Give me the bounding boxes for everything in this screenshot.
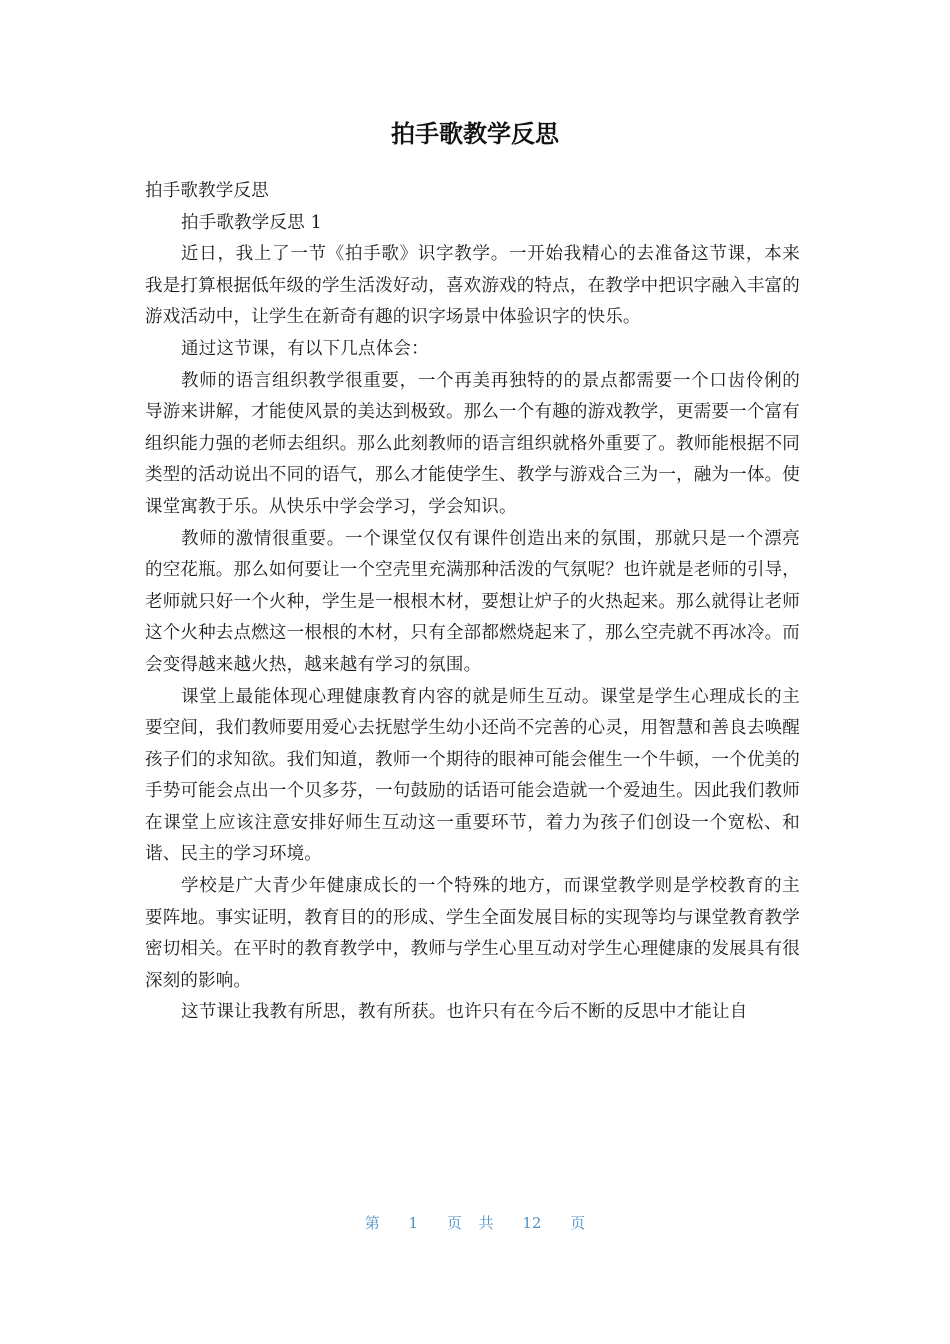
- document-body: [145, 176, 800, 1029]
- paragraph: 通过这节课，有以下几点体会：: [181, 338, 429, 359]
- paragraph: 教师的激情很重要。一个课堂仅仅有课件创造出来的氛围，那就只是一个漂亮的空花瓶。那么如何要让一个空壳里充满那种活泼的气氛呢？也许就是老师的引导，老师就只好一个火种，学生是一根根木材，要想让炉子的火热起来。那么就得让老师这个火种去点燃这一根根的木材，只有全部都燃烧起来了，那么空壳就不再冰冷。而会变得越来越火热，越来越有学习的氛围。: [145, 528, 800, 675]
- document-subtitle: 拍手歌教学反思: [145, 181, 269, 201]
- page-footer: [0, 1211, 950, 1235]
- document-title: 拍手歌教学反思: [391, 120, 559, 148]
- paragraph: 这节课让我教有所思，教有所获。也许只有在今后不断的反思中才能让自: [181, 1002, 748, 1023]
- page-label-suffix: 页: [570, 1214, 586, 1232]
- paragraph: 近日，我上了一节《拍手歌》识字教学。一开始我精心的去准备这节课，本来我是打算根据低年级的学生活泼好动，喜欢游戏的特点，在教学中把识字融入丰富的游戏活动中，让学生在新奇有趣的识字场景中体验识字的快乐。: [145, 244, 800, 328]
- page-label-mid: 页 共: [446, 1214, 494, 1232]
- current-page-number: 1: [408, 1214, 419, 1232]
- paragraph: 教师的语言组织教学很重要，一个再美再独特的的景点都需要一个口齿伶俐的导游来讲解，才能使风景的美达到极致。那么一个有趣的游戏教学，更需要一个富有组织能力强的老师去组织。那么此刻教师的语言组织就格外重要了。教师能根据不同类型的活动说出不同的语气，那么才能使学生、教学与游戏合三为一，融为一体。使课堂寓教于乐。从快乐中学会学习，学会知识。: [145, 370, 800, 517]
- paragraph: 课堂上最能体现心理健康教育内容的就是师生互动。课堂是学生心理成长的主要空间，我们教师要用爱心去抚慰学生幼小还尚不完善的心灵，用智慧和善良去唤醒孩子们的求知欲。我们知道，教师一个期待的眼神可能会催生一个牛顿，一个优美的手势可能会点出一个贝多芬，一句鼓励的话语可能会造就一个爱迪生。因此我们教师在课堂上应该注意安排好师生互动这一重要环节，着力为孩子们创设一个宽松、和谐、民主的学习环境。: [145, 686, 800, 865]
- total-pages-number: 12: [522, 1214, 542, 1232]
- page-label-prefix: 第: [364, 1214, 380, 1232]
- paragraph: 学校是广大青少年健康成长的一个特殊的地方，而课堂教学则是学校教育的主要阵地。事实证明，教育目的的形成、学生全面发展目标的实现等均与课堂教育教学密切相关。在平时的教育教学中，教师与学生心里互动对学生心理健康的发展具有很深刻的影响。: [145, 876, 800, 991]
- section-heading: 拍手歌教学反思 1: [181, 212, 322, 233]
